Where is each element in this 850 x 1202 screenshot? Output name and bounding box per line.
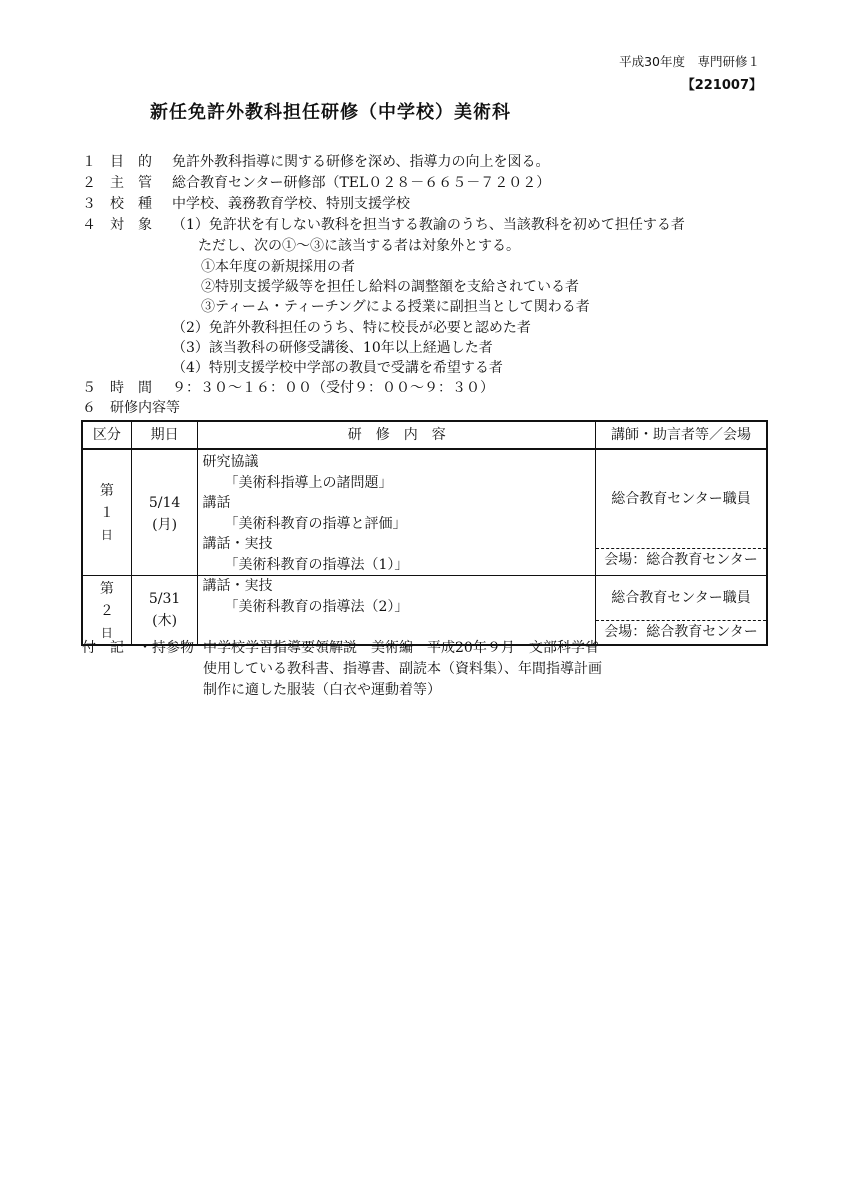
venue-label: 会場：総合教育センター <box>596 548 766 571</box>
item-number: ４ <box>82 217 96 233</box>
item-organizer <box>82 173 550 193</box>
content-main: 講話・実技 <box>202 536 273 552</box>
day-content <box>198 576 596 646</box>
target-item: （4）特別支援学校中学部の教員で受講を希望する者 <box>172 360 503 376</box>
day-label-char: 第 <box>99 581 114 597</box>
item-target <box>82 215 685 235</box>
exception-intro: ただし、次の①～③に該当する者は対象外とする。 <box>198 238 520 254</box>
day-label-char: 第 <box>99 483 114 499</box>
content-sub: 「美術科教育の指導法（2）」 <box>224 598 409 615</box>
item-text: ９：３０～１６：００（受付９：００～９：３０） <box>172 380 494 396</box>
item-label: 目 的 <box>110 154 152 170</box>
table-row-day2 <box>82 576 767 646</box>
lecturer-name: 総合教育センター職員 <box>611 491 751 507</box>
target-item: （3）該当教科の研修受講後、10年以上経過した者 <box>172 340 493 356</box>
note-line: 中学校学習指導要領解説 美術編 平成20年９月 文部科学省 <box>203 640 599 656</box>
item-label: 主 管 <box>110 175 152 191</box>
weekday-value: (月) <box>152 517 178 533</box>
notes-label: 付 記 ・持参物 <box>82 640 194 656</box>
header-kubun: 区分 <box>82 421 131 449</box>
item-text: 免許外教科指導に関する研修を深め、指導力の向上を図る。 <box>172 154 550 170</box>
table-header-row <box>82 421 767 449</box>
content-sub: 「美術科教育の指導法（1）」 <box>224 556 409 573</box>
table-row-day1 <box>82 449 767 576</box>
item-purpose <box>82 152 549 172</box>
day-label <box>82 449 131 576</box>
item-text: 総合教育センター研修部（TEL０２８－６６５－７２０２） <box>172 175 551 191</box>
exception-item: ①本年度の新規採用の者 <box>201 259 355 275</box>
content-sub: 「美術科教育の指導と評価」 <box>224 515 407 532</box>
item-number: １ <box>82 154 96 170</box>
item-school-type <box>82 194 410 214</box>
exception-item: ②特別支援学級等を担任し給料の調整額を支給されている者 <box>201 279 579 295</box>
content-main: 講話・実技 <box>202 578 273 594</box>
page-title: 新任免許外教科担任研修（中学校）美術科 <box>150 102 511 123</box>
lecturer-name: 総合教育センター職員 <box>611 590 751 606</box>
day-lecturer <box>596 449 767 576</box>
item-text: （1）免許状を有しない教科を担当する教諭のうち、当該教科を初めて担任する者 <box>172 217 685 233</box>
note-line: 使用している教科書、指導書、副読本（資料集）、年間指導計画 <box>203 661 602 677</box>
item-time <box>82 378 494 398</box>
day-label <box>82 576 131 646</box>
item-label: 時 間 <box>110 380 152 396</box>
venue-label: 会場：総合教育センター <box>596 620 766 643</box>
day-label-char: １ <box>99 505 114 521</box>
date-value: 5/14 <box>148 495 181 511</box>
item-number: ２ <box>82 175 96 191</box>
item-label: 対 象 <box>110 217 152 233</box>
content-main: 研究協議 <box>202 454 259 470</box>
day-content <box>198 449 596 576</box>
day-date <box>131 449 198 576</box>
item-number: ５ <box>82 380 96 396</box>
item-content-heading <box>82 398 180 418</box>
date-value: 5/31 <box>148 591 181 607</box>
day-label-char: ２ <box>99 603 114 619</box>
day-label-char: 日 <box>100 626 113 640</box>
note-line: 制作に適した服装（白衣や運動着等） <box>203 682 441 698</box>
item-label: 研修内容等 <box>110 400 180 416</box>
day-lecturer <box>596 576 767 646</box>
header-lecturer: 講師・助言者等／会場 <box>596 421 767 449</box>
header-content: 研 修 内 容 <box>198 421 596 449</box>
course-code: 【221007】 <box>681 78 762 93</box>
year-course-label: 平成30年度 専門研修１ <box>619 54 760 69</box>
content-main: 講話 <box>202 495 231 511</box>
weekday-value: (木) <box>152 613 178 629</box>
exception-item: ③ティーム・ティーチングによる授業に副担当として関わる者 <box>201 299 590 315</box>
content-sub: 「美術科指導上の諸問題」 <box>224 474 393 491</box>
item-label: 校 種 <box>110 196 152 212</box>
item-number: ６ <box>82 400 96 416</box>
header-date: 期日 <box>131 421 198 449</box>
item-text: 中学校、義務教育学校、特別支援学校 <box>172 196 410 212</box>
day-date <box>131 576 198 646</box>
schedule-table <box>81 420 768 646</box>
day-label-char: 日 <box>100 528 113 542</box>
item-number: ３ <box>82 196 96 212</box>
target-item: （2）免許外教科担任のうち、特に校長が必要と認めた者 <box>172 320 531 336</box>
